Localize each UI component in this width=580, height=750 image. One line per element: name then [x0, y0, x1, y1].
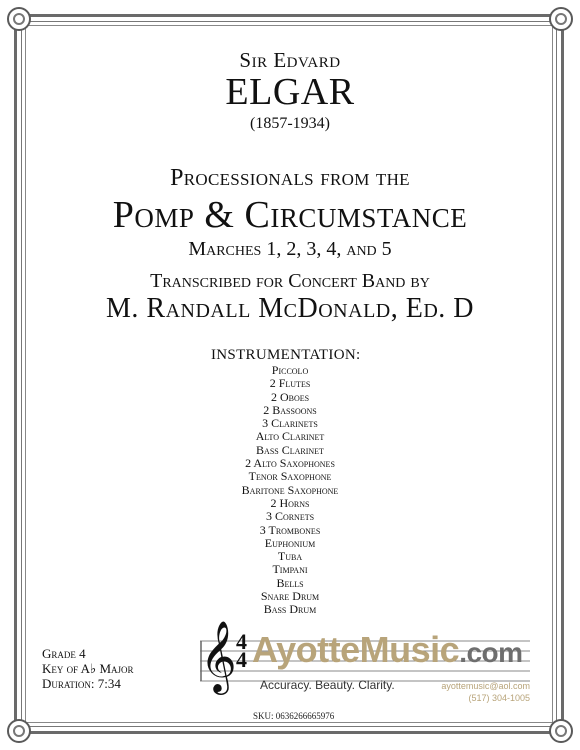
list-item: 3 Clarinets — [262, 416, 318, 431]
publisher-logo — [198, 619, 538, 709]
list-item: Piccolo — [271, 363, 309, 377]
corner-ornament-top-right — [549, 7, 573, 31]
list-item: Bells — [276, 575, 304, 590]
list-item: Bass Drum — [263, 602, 317, 617]
instrumentation-heading: INSTRUMENTATION: — [211, 347, 361, 363]
time-signature-bottom: 4 — [236, 647, 247, 672]
list-item: Baritone Saxophone — [241, 482, 339, 497]
list-item: Alto Clarinet — [255, 429, 325, 444]
composer-name: ELGAR — [225, 71, 355, 113]
corner-ornament-bottom-right — [549, 719, 573, 743]
publisher-phone: (517) 304-1005 — [468, 693, 530, 703]
corner-ornament-top-left — [7, 7, 31, 31]
list-item: Tenor Saxophone — [248, 469, 332, 484]
corner-ornament-bottom-left — [7, 719, 31, 743]
list-item: 2 Horns — [270, 495, 310, 510]
brand-name-part1: Ayotte — [252, 629, 360, 670]
title-prefix: Processionals from the — [170, 165, 410, 191]
instrumentation-list — [200, 364, 380, 617]
brand-name-suffix: .com — [459, 637, 523, 668]
list-item: 2 Bassoons — [263, 402, 317, 417]
grade-label: Grade 4 — [42, 646, 86, 661]
transcription-note: Transcribed for Concert Band by — [150, 270, 430, 292]
list-item: 2 Flutes — [269, 376, 311, 391]
time-signature — [236, 629, 247, 672]
composer-dates: (1857-1934) — [250, 115, 330, 132]
work-subtitle: Marches 1, 2, 3, 4, and 5 — [188, 238, 392, 260]
list-item: Timpani — [272, 562, 308, 577]
list-item: Tuba — [277, 549, 303, 564]
brand-name — [252, 629, 523, 671]
sku-label: SKU: 0636266665976 — [253, 711, 335, 721]
publisher-email: ayottemusic@aol.com — [441, 681, 530, 691]
list-item: 3 Trombones — [259, 522, 321, 537]
composer-prefix: Sir Edvard — [239, 48, 341, 72]
list-item: Euphonium — [264, 535, 316, 550]
brand-tagline: Accuracy. Beauty. Clarity. — [260, 678, 395, 692]
time-signature-top: 4 — [236, 629, 247, 654]
list-item: 2 Alto Saxophones — [245, 456, 335, 471]
list-item: 3 Cornets — [265, 509, 315, 524]
brand-name-part2: Music — [359, 629, 460, 670]
duration-label: Duration: 7:34 — [42, 676, 121, 691]
treble-clef-icon: 𝄞 — [200, 619, 237, 692]
work-title: Pomp & Circumstance — [112, 194, 468, 236]
list-item: Snare Drum — [260, 589, 320, 604]
arranger-name: M. Randall McDonald, Ed. D — [106, 293, 474, 324]
list-item: Bass Clarinet — [256, 442, 324, 457]
list-item: 2 Oboes — [270, 389, 310, 404]
key-label: Key of A♭ Major — [42, 661, 134, 676]
